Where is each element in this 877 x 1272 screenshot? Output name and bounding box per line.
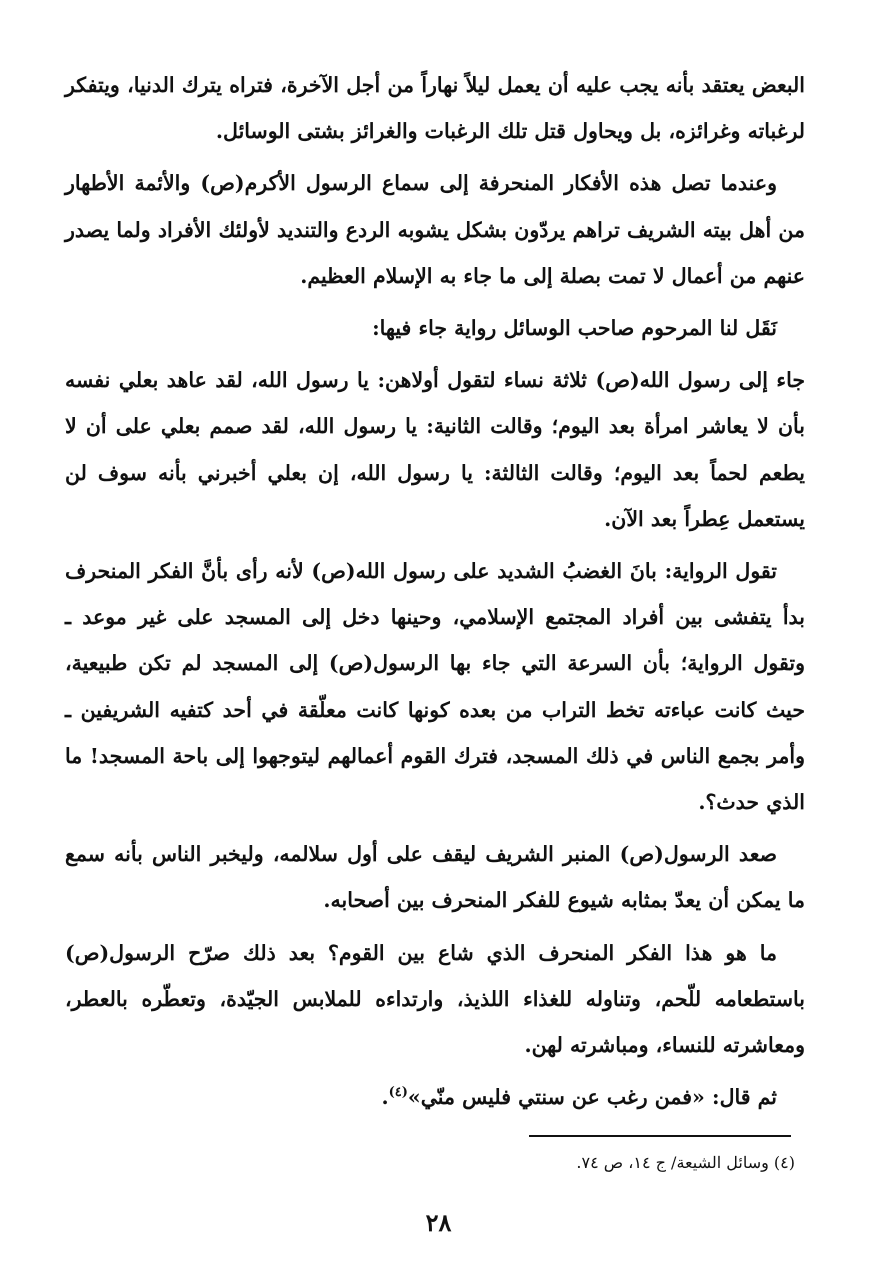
paragraph-1: البعض يعتقد بأنه يجب عليه أن يعمل ليلاً نهاراً من أجل الآخرة، فتراه يترك الدنيا، ويتفكر لرغباته وغرائزه، بل ويحاول قتل تلك الرغبات والغرائز بشتى الوسائل.: [65, 73, 805, 144]
prophet-quote: «فمن رغب عن سنتي فليس منّي»: [407, 1085, 705, 1110]
paragraph-3: نَقَل لنا المرحوم صاحب الوسائل رواية جاء فيها:: [372, 316, 777, 341]
footnote-reference: (٤): [388, 1085, 408, 1101]
paragraph-4: جاء إلى رسول الله(ص) ثلاثة نساء لتقول أولاهن: يا رسول الله، لقد عاهد بعلي نفسه بأن لا يعاشر امرأة بعد اليوم؛ وقالت الثانية: يا رسول الله، لقد صمم بعلي على أن لا يطعم لحماً بعد اليوم؛ وقالت الثالثة: يا رسول الله، إن بعلي أخبرني بأنه سوف لن يستعمل عِطراً بعد الآن.: [65, 368, 805, 531]
footnote: (٤) وسائل الشيعة/ ج ١٤، ص ٧٤.: [576, 1153, 795, 1172]
quote-suffix: .: [381, 1085, 389, 1110]
paragraph-7: ما هو هذا الفكر المنحرف الذي شاع بين القوم؟ بعد ذلك صرّح الرسول(ص) باستطعامه للّحم، وتناوله للغذاء اللذيذ، وارتداءه للملابس الجيّدة، وتعطّره بالعطر، ومعاشرته للنساء، ومباشرته لهن.: [65, 940, 805, 1058]
page-number: ٢٨: [425, 1208, 452, 1237]
paragraph-2: وعندما تصل هذه الأفكار المنحرفة إلى سماع الرسول الأكرم(ص) والأئمة الأطهار من أهل بيته الشريف تراهم يردّون بشكل يشوبه الردع والتنديد لأولئك الأفراد ولما يصدر عنهم من أعمال لا تمت بصلة إلى ما جاء به الإسلام العظيم.: [65, 171, 805, 288]
body-text: [65, 62, 805, 1120]
paragraph-6: صعد الرسول(ص) المنبر الشريف ليقف على أول سلالمه، وليخبر الناس بأنه سمع ما يمكن أن يعدّ بمثابه شيوع للفكر المنحرف بين أصحابه.: [65, 842, 805, 913]
final-quote-line: [65, 1074, 805, 1120]
footnote-divider: [529, 1135, 791, 1137]
paragraph-5: تقول الرواية: بانَ الغضبُ الشديد على رسول الله(ص) لأنه رأى بأنَّ الفكر المنحرف بدأ يتفشى بين أفراد المجتمع الإسلامي، وحينها دخل إلى المسجد على غير موعد ـ وتقول الرواية؛ بأن السرعة التي جاء بها الرسول(ص) إلى المسجد لم تكن طبيعية، حيث كانت عباءته تخط التراب من بعده كونها كانت معلّقة في أحد كتفيه الشريفين ـ وأمر بجمع الناس في ذلك المسجد، فترك القوم أعمالهم ليتوجهوا إلى باحة المسجد! ما الذي حدث؟.: [65, 559, 805, 815]
quote-prefix: ثم قال:: [704, 1085, 777, 1110]
